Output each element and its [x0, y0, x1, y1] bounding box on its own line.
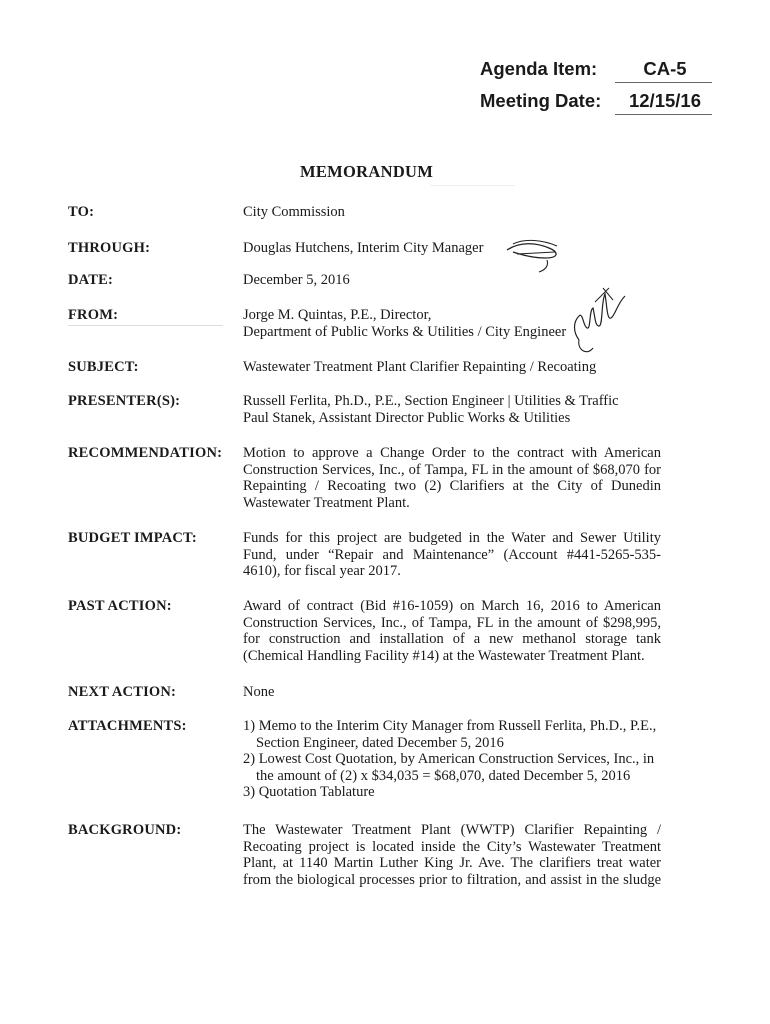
- past-action-line: (Chemical Handling Facility #14) at the Wastewater Treatment Plant.: [243, 647, 645, 664]
- attachments-label: ATTACHMENTS:: [68, 718, 187, 734]
- meeting-date-value: 12/15/16: [628, 90, 701, 111]
- meeting-date-label: Meeting Date:: [480, 90, 602, 111]
- attachment-item-cont: Section Engineer, dated December 5, 2016: [256, 734, 504, 751]
- subject-value: [243, 359, 661, 376]
- agenda-item-value: CA-5: [643, 58, 687, 79]
- agenda-item-underline: [615, 82, 712, 83]
- director-signature-icon: [565, 282, 635, 358]
- meeting-date-underline: [615, 114, 712, 115]
- attachments-list: [243, 718, 661, 801]
- to-value: [243, 204, 661, 221]
- through-value: [243, 240, 661, 257]
- date-text: December 5, 2016: [243, 272, 350, 288]
- agenda-item-label: Agenda Item:: [480, 58, 598, 79]
- next-action-value: [243, 684, 661, 701]
- from-label: FROM:: [68, 307, 119, 323]
- to-text: City Commission: [243, 204, 345, 220]
- recommendation-label: RECOMMENDATION:: [68, 445, 223, 461]
- city-manager-signature-icon: [505, 236, 565, 276]
- to-label: TO:: [68, 204, 95, 220]
- attachment-item: 3) Quotation Tablature: [243, 784, 375, 800]
- date-label: DATE:: [68, 272, 114, 288]
- past-action-line: Award of contract (Bid #16-1059) on March 16, 2016 to American: [243, 598, 661, 614]
- agenda-item-row: [480, 58, 720, 84]
- background-line: Plant, at 1140 Martin Luther King Jr. Ave. The clarifiers treat water: [243, 855, 661, 871]
- subject-label: SUBJECT:: [68, 359, 139, 375]
- past-action-label: PAST ACTION:: [68, 598, 172, 614]
- through-label: THROUGH:: [68, 240, 151, 256]
- from-rule: [68, 325, 223, 326]
- meeting-date-row: [480, 90, 720, 116]
- budget-line: Funds for this project are budgeted in the Water and Sewer Utility: [243, 530, 661, 546]
- title-rule: [430, 185, 515, 186]
- attachment-item: 2) Lowest Cost Quotation, by American Construction Services, Inc., in: [243, 751, 655, 767]
- budget-label: BUDGET IMPACT:: [68, 530, 197, 546]
- attachment-item-cont: the amount of (2) x $34,035 = $68,070, dated December 5, 2016: [256, 767, 631, 784]
- presenter-line: Russell Ferlita, Ph.D., P.E., Section Engineer | Utilities & Traffic: [243, 393, 619, 409]
- presenters-label: PRESENTER(S):: [68, 393, 181, 409]
- recommendation-line: Motion to approve a Change Order to the contract with American: [243, 445, 661, 461]
- background-label: BACKGROUND:: [68, 822, 182, 838]
- past-action-line: Construction Services, Inc., of Tampa, FL in the amount of $298,995,: [243, 614, 661, 631]
- recommendation-line: Construction Services, Inc., of Tampa, FL in the amount of $68,070 for: [243, 461, 661, 478]
- attachment-item: 1) Memo to the Interim City Manager from Russell Ferlita, Ph.D., P.E.,: [243, 718, 657, 734]
- background-line: from the biological processes prior to filtration, and assist in the sludge: [243, 871, 661, 888]
- from-line: Jorge M. Quintas, P.E., Director,: [243, 307, 432, 323]
- past-action-line: for construction and installation of a new methanol storage tank: [243, 631, 661, 647]
- presenters-value: [243, 393, 661, 426]
- through-text: Douglas Hutchens, Interim City Manager: [243, 240, 484, 256]
- background-value: [243, 822, 661, 888]
- past-action-value: [243, 598, 661, 664]
- memo-title: MEMORANDUM: [300, 162, 434, 181]
- next-action-label: NEXT ACTION:: [68, 684, 177, 700]
- background-line: Recoating project is located inside the City’s Wastewater Treatment: [243, 838, 661, 855]
- budget-line: Fund, under “Repair and Maintenance” (Account #441-5265-535-: [243, 546, 661, 563]
- presenter-line: Paul Stanek, Assistant Director Public Works & Utilities: [243, 409, 571, 426]
- background-line: The Wastewater Treatment Plant (WWTP) Clarifier Repainting /: [243, 822, 661, 838]
- recommendation-line: Wastewater Treatment Plant.: [243, 494, 410, 511]
- recommendation-value: [243, 445, 661, 511]
- next-action-text: None: [243, 684, 275, 700]
- budget-line: 4610), for fiscal year 2017.: [243, 563, 401, 579]
- recommendation-line: Repainting / Recoating two (2) Clarifiers at the City of Dunedin: [243, 478, 661, 494]
- from-line: Department of Public Works & Utilities / City Engineer: [243, 323, 567, 340]
- subject-text: Wastewater Treatment Plant Clarifier Repainting / Recoating: [243, 359, 597, 375]
- budget-value: [243, 530, 661, 580]
